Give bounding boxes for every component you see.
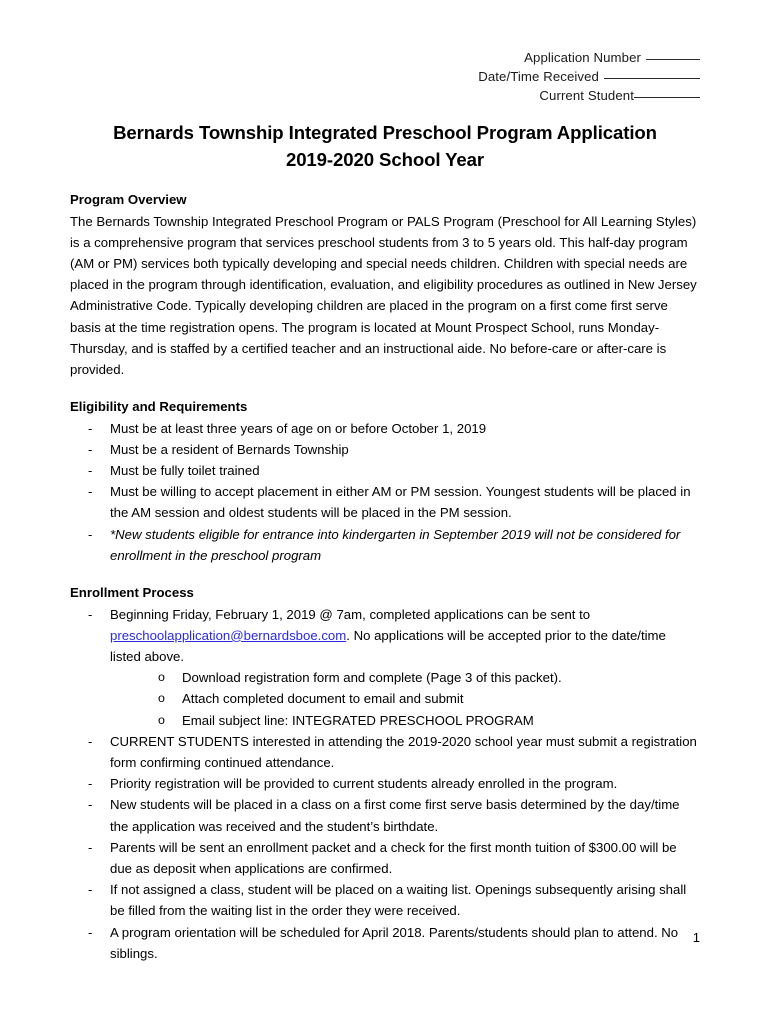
list-item: [142, 667, 700, 688]
application-number-label: Application Number: [524, 50, 641, 65]
page-title: [70, 119, 700, 173]
list-item-text-after-link: . No applications will be accepted prior to the date/time listed above.: [110, 627, 666, 664]
section-enrollment-process: [70, 583, 700, 964]
list-item: [70, 731, 700, 773]
list-item-text: Must be at least three years of age on or before October 1, 2019: [110, 420, 487, 436]
datetime-received-label: Date/Time Received: [478, 69, 599, 84]
section-program-overview: [70, 190, 700, 380]
form-line-datetime-received: [70, 67, 700, 86]
dash-bullet-icon: -: [88, 733, 93, 749]
datetime-received-blank[interactable]: [604, 78, 700, 79]
list-item-text: Must be fully toilet trained: [110, 463, 260, 479]
list-item-text: Must be a resident of Bernards Township: [110, 441, 349, 457]
list-item-text: Attach completed document to email and submit: [182, 691, 464, 707]
list-item-text: Email subject line: INTEGRATED PRESCHOOL PROGRAM: [182, 712, 534, 728]
list-item: [70, 418, 700, 439]
program-overview-paragraph: The Bernards Township Integrated Preschool Program or PALS Program (Preschool for All Learning Styles) is a comprehensive program that services preschool students from 3 to 5 years old. This half-day program (AM or PM) services both typically developing and special needs children. Children with special needs are placed in the program through identification, evaluation, and eligibility procedures as outlined in New Jersey Administrative Code. Typically developing children are placed in the program on a first come first serve basis at the time registration opens. The program is located at Mount Prospect School, runs Monday-Thursday, and is staffed by a certified teacher and an instructional aide. No before-care or after-care is provided.: [70, 213, 697, 377]
list-item-text-emphasis: *New students eligible for entrance into kindergarten in September 2019 will not be considered for enrollment in the preschool program: [110, 526, 681, 563]
section-eligibility-requirements: [70, 397, 700, 566]
list-item-text: CURRENT STUDENTS interested in attending the 2019-2020 school year must submit a registration form confirming continued attendance.: [110, 733, 697, 770]
form-line-application-number: [70, 48, 700, 67]
list-item-text: If not assigned a class, student will be placed on a waiting list. Openings subsequently arising shall be filled from the waiting list in the order they were received.: [110, 882, 687, 919]
page-title-line-1: Bernards Township Integrated Preschool Program Application: [113, 122, 657, 143]
list-item: [70, 922, 700, 964]
form-header: [70, 0, 700, 105]
circle-bullet-icon: o: [158, 691, 165, 706]
list-item-text: Must be willing to accept placement in either AM or PM session. Youngest students will be placed in the AM session and oldest students will be placed in the PM session.: [110, 484, 691, 521]
dash-bullet-icon: -: [88, 484, 93, 500]
list-item-text: New students will be placed in a class on a first come first serve basis determined by the day/time the application was received and the student’s birthdate.: [110, 797, 680, 834]
application-number-blank[interactable]: [646, 59, 700, 60]
current-student-label: Current Student: [539, 88, 634, 103]
page-number: 1: [692, 930, 700, 945]
list-item-text-before-link: Beginning Friday, February 1, 2019 @ 7am, completed applications can be sent to: [110, 606, 591, 622]
section-heading-eligibility-requirements: Eligibility and Requirements: [70, 399, 248, 415]
dash-bullet-icon: -: [88, 441, 93, 457]
list-item: [70, 773, 700, 794]
dash-bullet-icon: -: [88, 463, 93, 479]
section-heading-program-overview: Program Overview: [70, 192, 187, 207]
form-line-current-student: [70, 86, 700, 105]
circle-bullet-icon: o: [158, 670, 165, 685]
dash-bullet-icon: -: [88, 420, 93, 436]
list-item-text: Priority registration will be provided to current students already enrolled in the program.: [110, 776, 618, 792]
email-link[interactable]: preschoolapplication@bernardsboe.com: [110, 627, 347, 643]
list-item: [70, 604, 700, 731]
list-item: [70, 481, 700, 523]
current-student-blank[interactable]: [634, 97, 700, 98]
circle-bullet-icon: o: [158, 712, 165, 727]
dash-bullet-icon: -: [88, 606, 93, 622]
dash-bullet-icon: -: [88, 526, 93, 542]
eligibility-requirements-list: [70, 418, 700, 566]
enrollment-sub-list: [142, 667, 700, 731]
section-heading-enrollment-process: Enrollment Process: [70, 585, 194, 601]
list-item: [142, 710, 700, 731]
dash-bullet-icon: -: [88, 797, 93, 813]
list-item-text: A program orientation will be scheduled for April 2018. Parents/students should plan to attend. No siblings.: [110, 924, 679, 961]
list-item: [142, 688, 700, 709]
dash-bullet-icon: -: [88, 839, 93, 855]
dash-bullet-icon: -: [88, 924, 93, 940]
list-item-text: Download registration form and complete (Page 3 of this packet).: [182, 670, 562, 686]
list-item-text: Parents will be sent an enrollment packet and a check for the first month tuition of $300.00 will be due as deposit when applications are confirmed.: [110, 839, 677, 876]
list-item: [70, 879, 700, 921]
enrollment-process-list: [70, 604, 700, 964]
dash-bullet-icon: -: [88, 882, 93, 898]
list-item: [70, 837, 700, 879]
list-item: [70, 460, 700, 481]
page-title-line-2: 2019-2020 School Year: [285, 149, 485, 170]
dash-bullet-icon: -: [88, 776, 93, 792]
list-item: [70, 524, 700, 566]
list-item: [70, 794, 700, 836]
list-item: [70, 439, 700, 460]
